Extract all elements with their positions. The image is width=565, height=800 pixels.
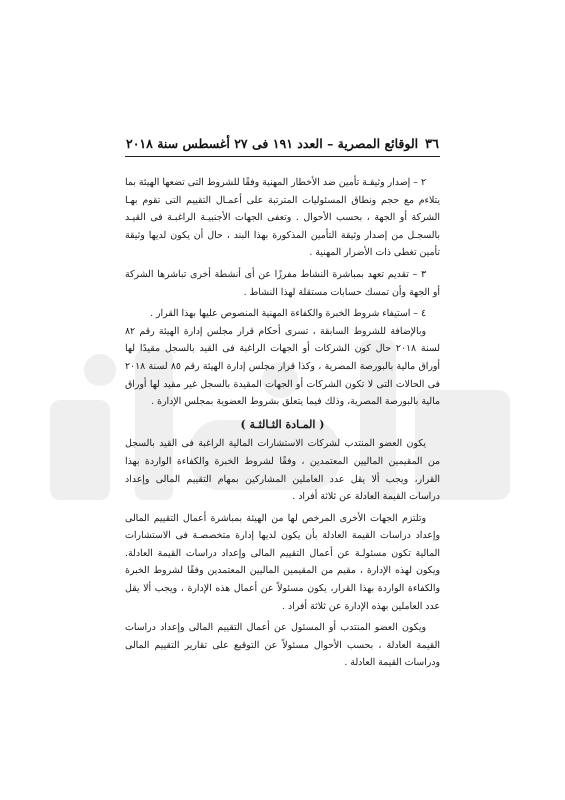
header-rule bbox=[125, 156, 440, 157]
additional-conditions-paragraph: وبالإضافة للشروط السابقة ، تسرى أحكام قرار مجلس إدارة الهيئة رقم ٨٢ لسنة ٢٠١٨ حال كون الشركات أو الجهات الراغبة فى القيد بالسجل مقيدًا لها أوراق مالية بالبورصة المصرية ، وكذا قرار مجلس إدارة الهيئة رقم ٨٥ لسنة ٢٠١٨ فى الحالات التى لا تكون الشركات أو الجهات المقيدة بالسجل غير مقيد لها أوراق مالية بالبورصة المصرية، وذلك فيما يتعلق بشروط العضوية بمجلس الإدارة . bbox=[125, 325, 440, 408]
clause-2-paragraph: ٢ – إصدار وثيقـة تأمين ضد الأخطار المهنية وفقًا للشروط التى تضعها الهيئة بما يتلاءم مع حجم ونطاق المسئوليات المترتبة على أعمـال التقييم التى تقوم بهـا الشركة أو الجهة ، بحسب الأحوال . وتعفى الجهات الأجنبيـة الراغبـة فى القيـد بالسجـل من إصدار وثيقة التأمين المذكورة بهذا البند ، حال أن يكون لديها وثيقة تأمين تغطى ذات الأضرار المهنية . bbox=[125, 177, 440, 259]
document-body bbox=[125, 174, 440, 672]
managing-director-paragraph: يكون العضو المنتدب لشركات الاستشارات المالية الراغبة فى القيد بالسجل من المقيمين الماليين المعتمدين ، وفقًا لشروط الخبرة والكفاءة الواردة بهذا القرار، ويجب ألا يقل عدد العاملين المشاركين بمهام التقييم المالى وإعداد دراسات القيمة العادلة عن ثلاثة أفراد . bbox=[125, 438, 440, 503]
clause-4-paragraph: ٤ – استيفاء شروط الخبرة والكفاءة المهنية المنصوص عليها بهذا القرار . bbox=[150, 308, 426, 320]
other-entities-paragraph: وتلتزم الجهات الأخرى المرخص لها من الهيئة بمباشرة أعمال التقييم المالى وإعداد دراسات القيمة العادلة بأن يكون لديها إدارة متخصصـة فى الاستشارات المالية تكون مسئولـة عن أعمال التقييم المالى وإعداد دراسات القيمة العادلة. ويكون لهذه الإدارة ، مقيم من المقيمين الماليين المعتمدين وفقًا لشروط الخبرة والكفاءة الواردة بهذا القرار، يكون مسئولاً عن أعمال هذه الإدارة ، ويجب ألا يقل عدد العاملين بهذه الإدارة عن ثلاثة أفراد . bbox=[125, 512, 440, 612]
page-header bbox=[126, 136, 439, 152]
signing-responsibility-paragraph: ويكون العضو المنتدب أو المسئول عن أعمال التقييم المالى وإعداد دراسات القيمة العادلة ، بحسب الأحوال مسئولاً عن التوقيع على تقارير التقييم المالى ودراسات القيمة العادلة . bbox=[125, 622, 440, 669]
gazette-title: الوقائع المصرية – العدد ١٩١ فى ٢٧ أغسطس سنة ٢٠١٨ bbox=[126, 136, 419, 151]
page-number: ٣٦ bbox=[425, 137, 439, 152]
clause-3-paragraph: ٣ – تقديم تعهد بمباشرة النشاط مفرزًا عن أى أنشطة أخرى تباشرها الشركة أو الجهة وأن تمسك حسابات مستقلة لهذا النشاط . bbox=[125, 268, 440, 298]
article-three-heading: ( المـادة الثـالثـة ) bbox=[240, 417, 325, 431]
